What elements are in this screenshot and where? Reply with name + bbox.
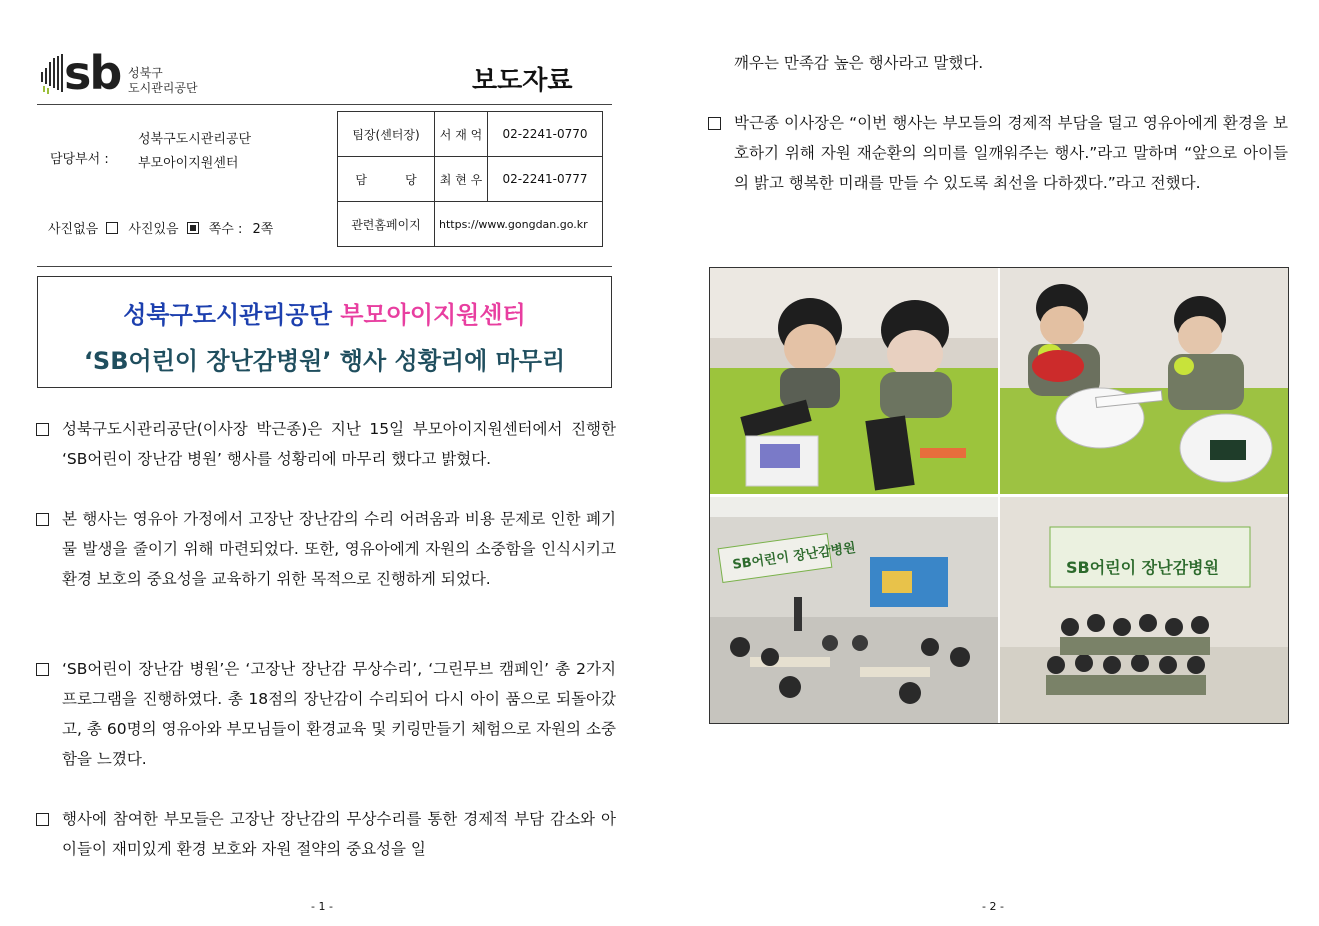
dept-line2: 부모아이지원센터: [138, 156, 239, 171]
paragraph-text: 박근종 이사장은 “이번 행사는 부모들의 경제적 부담을 덜고 영유아에게 환경을 보호하기 위해 자원 재순환의 의미를 일깨워주는 행사.”라고 말하며 “앞으로 아이들의 밝고 행복한 미래를 만들 수 있도록 최선을 다하겠다.”라고 전했다.: [734, 114, 1288, 192]
photo-group: [1000, 497, 1288, 723]
contact-homepage-label: 관련홈페이지: [338, 202, 435, 247]
paragraph-text: 행사에 참여한 부모들은 고장난 장난감의 무상수리를 통한 경제적 부담 감소와 아이들이 재미있게 환경 보호와 자원 절약의 중요성을 일: [62, 810, 616, 858]
paragraph: [36, 414, 616, 474]
photo-yes-checkbox: [187, 222, 199, 234]
divider-top: [37, 104, 612, 105]
photo-children-table: [710, 268, 998, 494]
contact-role: 담 당: [338, 157, 435, 202]
photo-toy-repair: [1000, 268, 1288, 494]
photo-grid: [709, 267, 1289, 724]
photo-classroom: [710, 497, 998, 723]
pages-label: 쪽수 :: [208, 222, 243, 237]
logo-subtitle-line2: 도시관리공단: [128, 81, 198, 95]
contact-row: [338, 157, 603, 202]
contact-name: 서 재 억: [435, 112, 488, 157]
headline-line2: ‘SB어린이 장난감병원’ 행사 성황리에 마무리: [83, 347, 566, 375]
contact-phone: 02-2241-0770: [488, 112, 603, 157]
contact-row: [338, 202, 603, 247]
headline-box: [37, 276, 612, 388]
contact-role: 팀장(센터장): [338, 112, 435, 157]
page-number: - 1 -: [311, 900, 333, 913]
dept-label: 담당부서 :: [50, 152, 109, 167]
contact-row: [338, 112, 603, 157]
contact-table: [337, 111, 603, 247]
pages-value: 2쪽: [252, 222, 274, 237]
divider-middle: [37, 266, 612, 267]
photo-none-checkbox: [106, 222, 118, 234]
paragraph-text: 본 행사는 영유아 가정에서 고장난 장난감의 수리 어려움과 비용 문제로 인한 폐기물 발생을 줄이기 위해 마련되었다. 또한, 영유아에게 자원의 소중함을 인식시키고 환경 보호의 중요성을 교육하기 위한 목적으로 진행하게 되었다.: [62, 510, 616, 588]
photo-status-row: [48, 218, 279, 237]
banner-text: SB어린이 장난감병원: [1066, 558, 1219, 577]
logo-subtitle: [128, 66, 198, 96]
headline-line1: [38, 295, 611, 330]
bullet-box-icon: [36, 663, 49, 676]
paragraph-text: 성북구도시관리공단(이사장 박근종)은 지난 15일 부모아이지원센터에서 진행한 ‘SB어린이 장난감 병원’ 행사를 성황리에 마무리 했다고 밝혔다.: [62, 420, 616, 468]
press-release-title: 보도자료: [472, 66, 573, 96]
contact-phone: 02-2241-0777: [488, 157, 603, 202]
logo-text: sb: [64, 46, 121, 100]
photo-yes-label: 사진있음: [128, 222, 179, 237]
page-number: - 2 -: [982, 900, 1004, 913]
continuation-text: 깨우는 만족감 높은 행사라고 말했다.: [734, 54, 984, 72]
bullet-box-icon: [36, 513, 49, 526]
contact-homepage-url[interactable]: https://www.gongdan.go.kr: [435, 202, 603, 247]
logo: [40, 46, 200, 102]
bullet-box-icon: [36, 813, 49, 826]
banner-text: SB어린이 장난감병원: [731, 540, 857, 573]
dept-line1: 성북구도시관리공단: [138, 132, 252, 147]
bullet-box-icon: [708, 117, 721, 130]
paragraph: [36, 654, 616, 774]
photo-none-label: 사진없음: [48, 222, 99, 237]
paragraph: [708, 108, 1288, 198]
paragraph: [36, 504, 616, 594]
headline-org: 성북구도시관리공단: [123, 301, 332, 329]
headline-center: 부모아이지원센터: [340, 301, 526, 329]
paragraph: [36, 804, 616, 864]
contact-name: 최 현 우: [435, 157, 488, 202]
bullet-box-icon: [36, 423, 49, 436]
paragraph-text: ‘SB어린이 장난감 병원’은 ‘고장난 장난감 무상수리’, ‘그린무브 캠페인’ 총 2가지 프로그램을 진행하였다. 총 18점의 장난감이 수리되어 다시 아이 품으로 되돌아갔고, 총 60명의 영유아와 부모님들이 환경교육 및 키링만들기 체험으로 자원의 소중함을 느꼈다.: [62, 660, 616, 768]
logo-subtitle-line1: 성북구: [128, 66, 163, 80]
logo-mark-icon: [40, 52, 66, 98]
